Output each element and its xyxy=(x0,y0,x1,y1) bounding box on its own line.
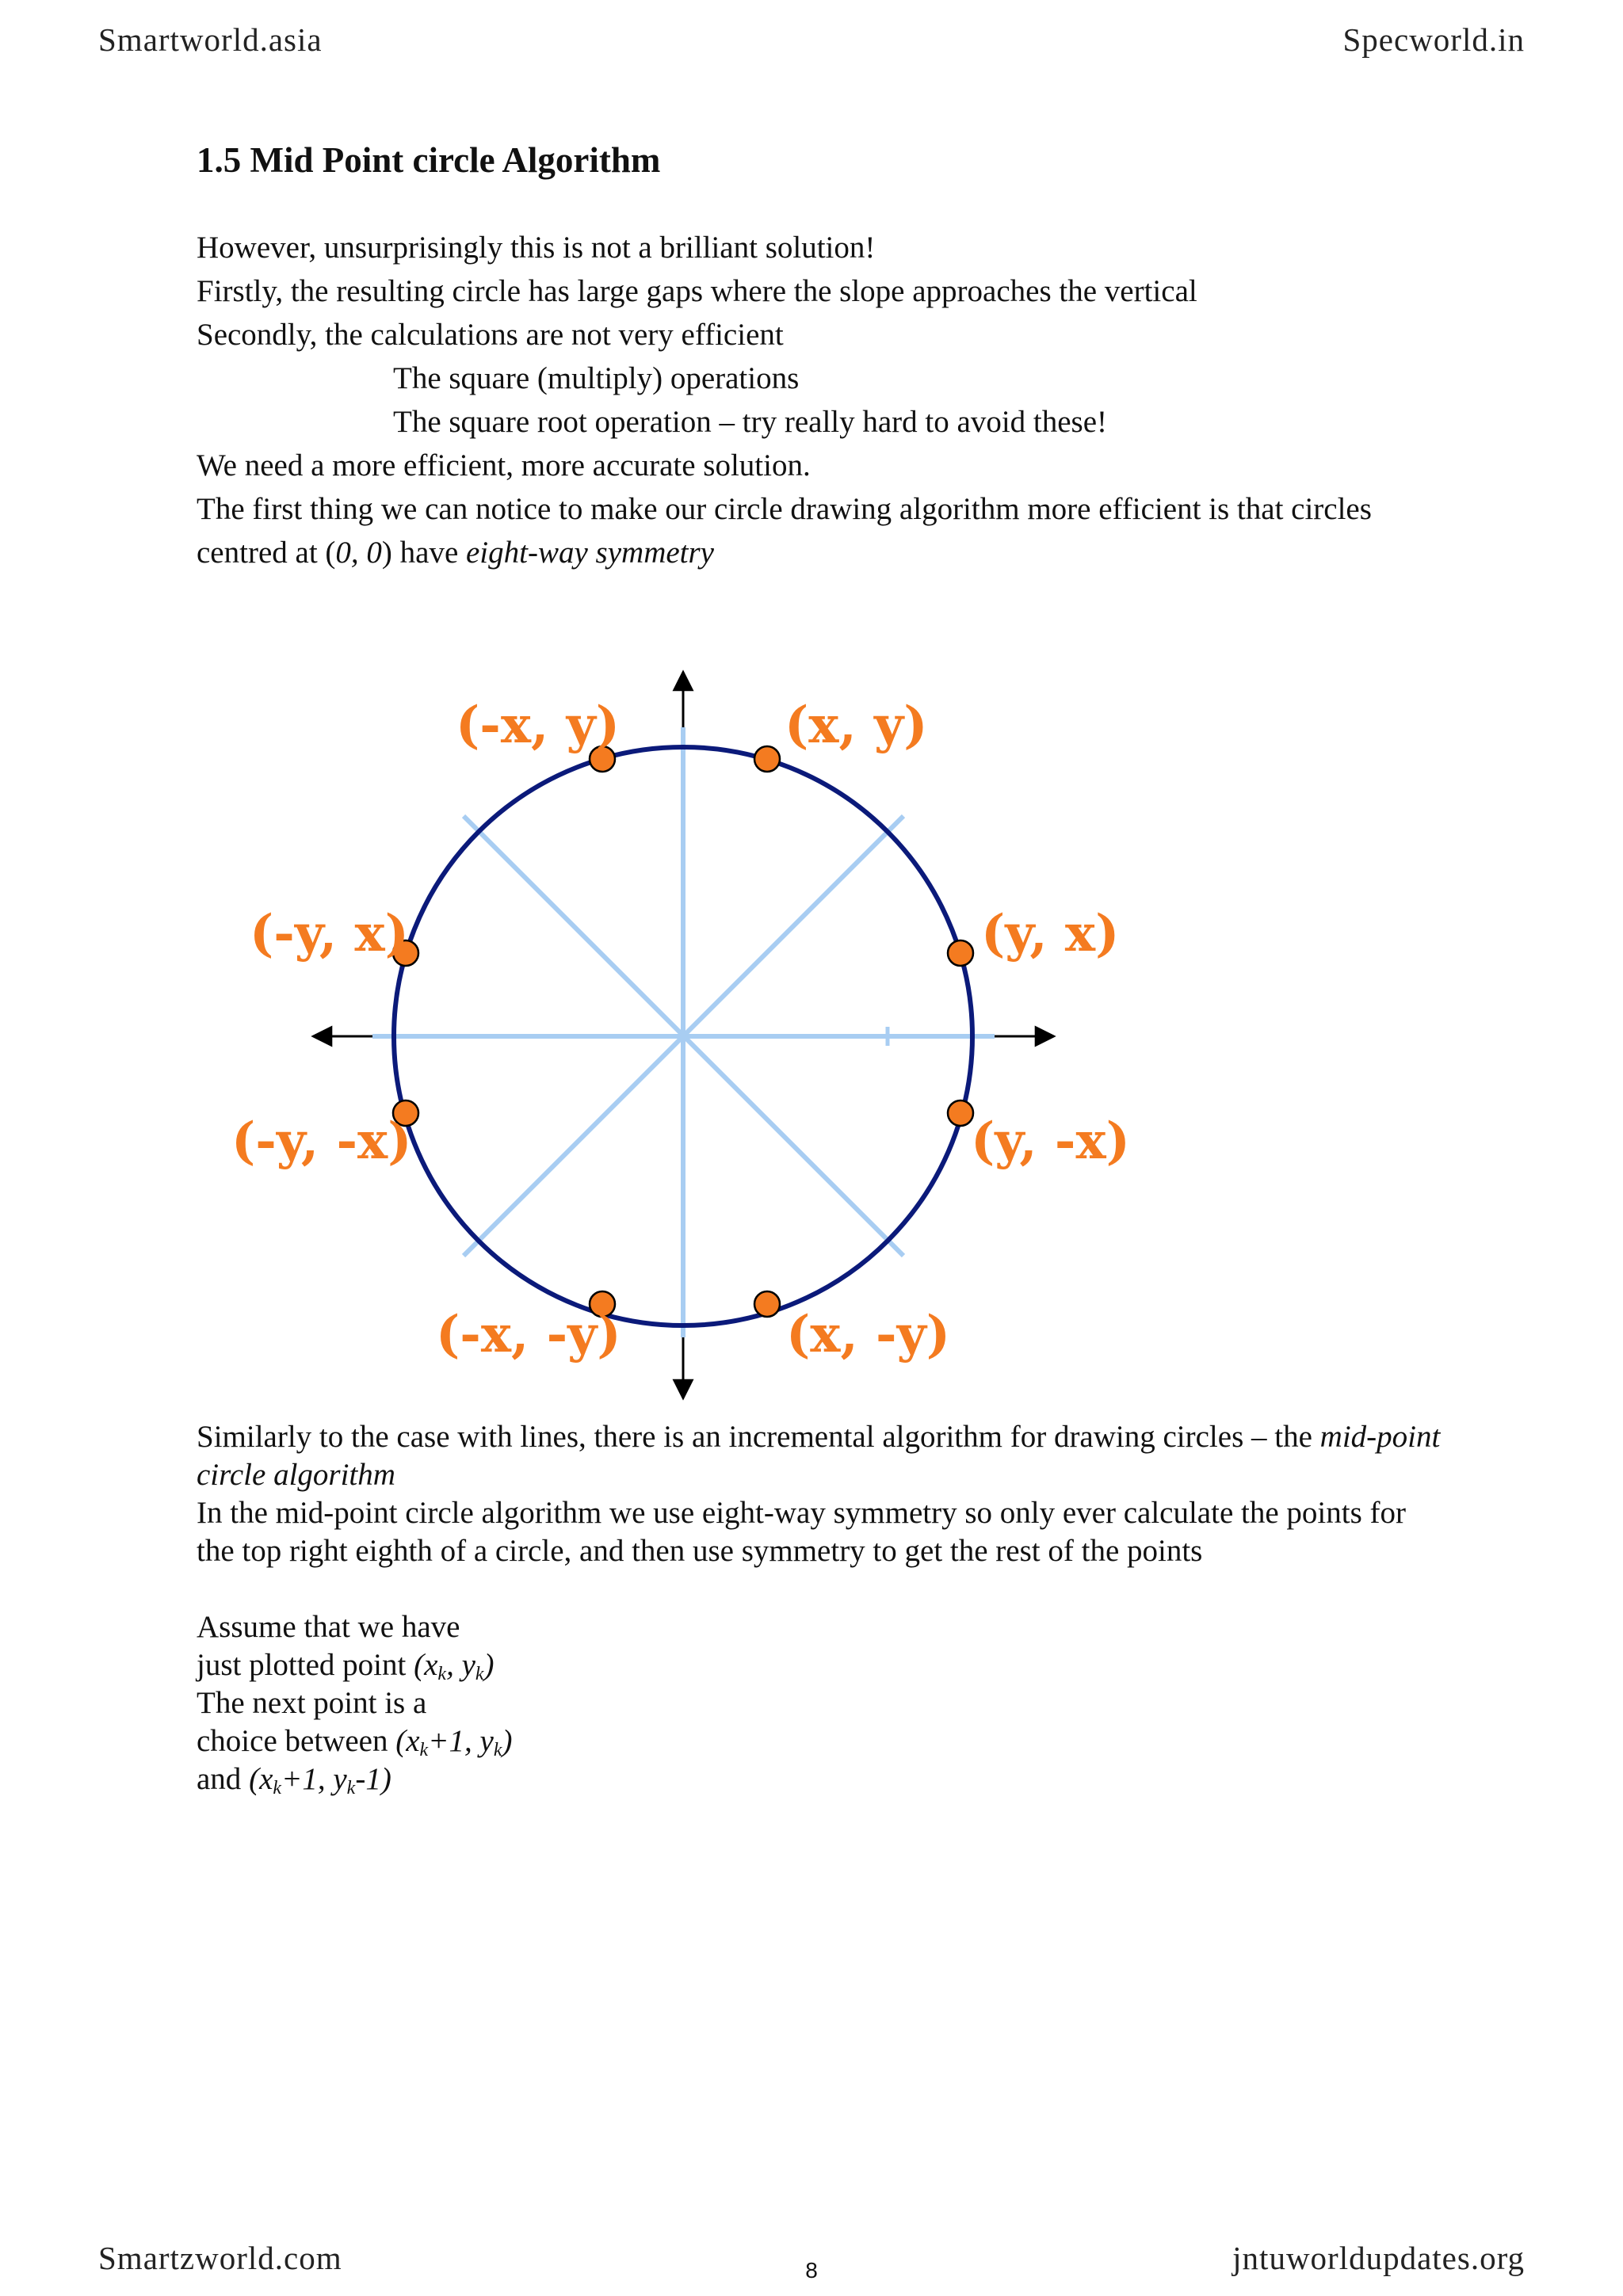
label-x-neg-y: (x, -y) xyxy=(786,1305,951,1364)
symmetry-middle: ) have xyxy=(381,536,466,570)
point-expression: ($x_k+1$, $y_k$) xyxy=(395,1724,513,1760)
label-y-neg-x: (y, -x) xyxy=(971,1112,1130,1171)
label-y-x: (y, x) xyxy=(981,904,1120,963)
intro-line: However, unsurprisingly this is not a brilliant solution! xyxy=(197,231,876,265)
point-expression: ($x_k+1$, $y_k-1$) xyxy=(249,1762,391,1798)
assume-line-3: The next point is a xyxy=(197,1686,427,1720)
label-neg-x-y: (-x, y) xyxy=(456,696,621,755)
intro-line: We need a more efficient, more accurate solution. xyxy=(197,448,811,482)
assume-line-1: Assume that we have xyxy=(197,1610,460,1644)
origin-text: 0, 0 xyxy=(335,536,382,570)
header-left: Smartworld.asia xyxy=(98,21,323,58)
point-x-y xyxy=(754,746,780,772)
similar-paragraph xyxy=(197,1418,1449,1494)
footer-left: Smartzworld.com xyxy=(98,2240,342,2276)
symmetry-term: eight-way symmetry xyxy=(466,536,714,570)
assume-line-5 xyxy=(197,1760,512,1798)
similar-text: Similarly to the case with lines, there is an incremental algorithm for drawing circles – the xyxy=(197,1420,1320,1454)
label-neg-y-x: (-y, x) xyxy=(250,904,409,963)
point-expression: ($x_k$, $y_k$) xyxy=(414,1648,495,1684)
assume-line-2 xyxy=(197,1646,512,1684)
intro-line: The first thing we can notice to make our circle drawing algorithm more efficient is that circles xyxy=(197,492,1372,526)
symmetry-prefix: centred at ( xyxy=(197,536,336,570)
header-right: Specworld.in xyxy=(1342,21,1525,58)
assume-text: and xyxy=(197,1762,250,1796)
point-y-x xyxy=(948,940,973,966)
intro-line: The square (multiply) operations xyxy=(393,361,800,395)
footer-right: jntuworldupdates.org xyxy=(1232,2240,1525,2276)
label-neg-y-neg-x: (-y, -x) xyxy=(231,1112,412,1171)
section-title: 1.5 Mid Point circle Algorithm xyxy=(197,140,661,180)
assume-paragraph xyxy=(197,1608,512,1798)
label-neg-x-neg-y: (-x, -y) xyxy=(436,1305,621,1364)
assume-line-4 xyxy=(197,1722,512,1760)
intro-line: Secondly, the calculations are not very efficient xyxy=(197,318,784,352)
intro-line: Firstly, the resulting circle has large gaps where the slope approaches the vertical xyxy=(197,274,1197,308)
assume-text: choice between xyxy=(197,1724,396,1758)
point-x-neg-y xyxy=(754,1291,780,1317)
intro-line: The square root operation – try really hard to avoid these! xyxy=(393,405,1108,439)
assume-text: just plotted point xyxy=(197,1648,414,1682)
similar-term: mid-point circle algorithm xyxy=(197,1420,1441,1492)
eightway-paragraph: In the mid-point circle algorithm we use eight-way symmetry so only ever calculate the points for the top right eighth of a circle, and then use symmetry to get the rest of the points xyxy=(197,1496,1406,1568)
label-x-y: (x, y) xyxy=(785,696,928,755)
point-y-neg-x xyxy=(948,1100,973,1126)
page-number: 8 xyxy=(805,2258,818,2283)
